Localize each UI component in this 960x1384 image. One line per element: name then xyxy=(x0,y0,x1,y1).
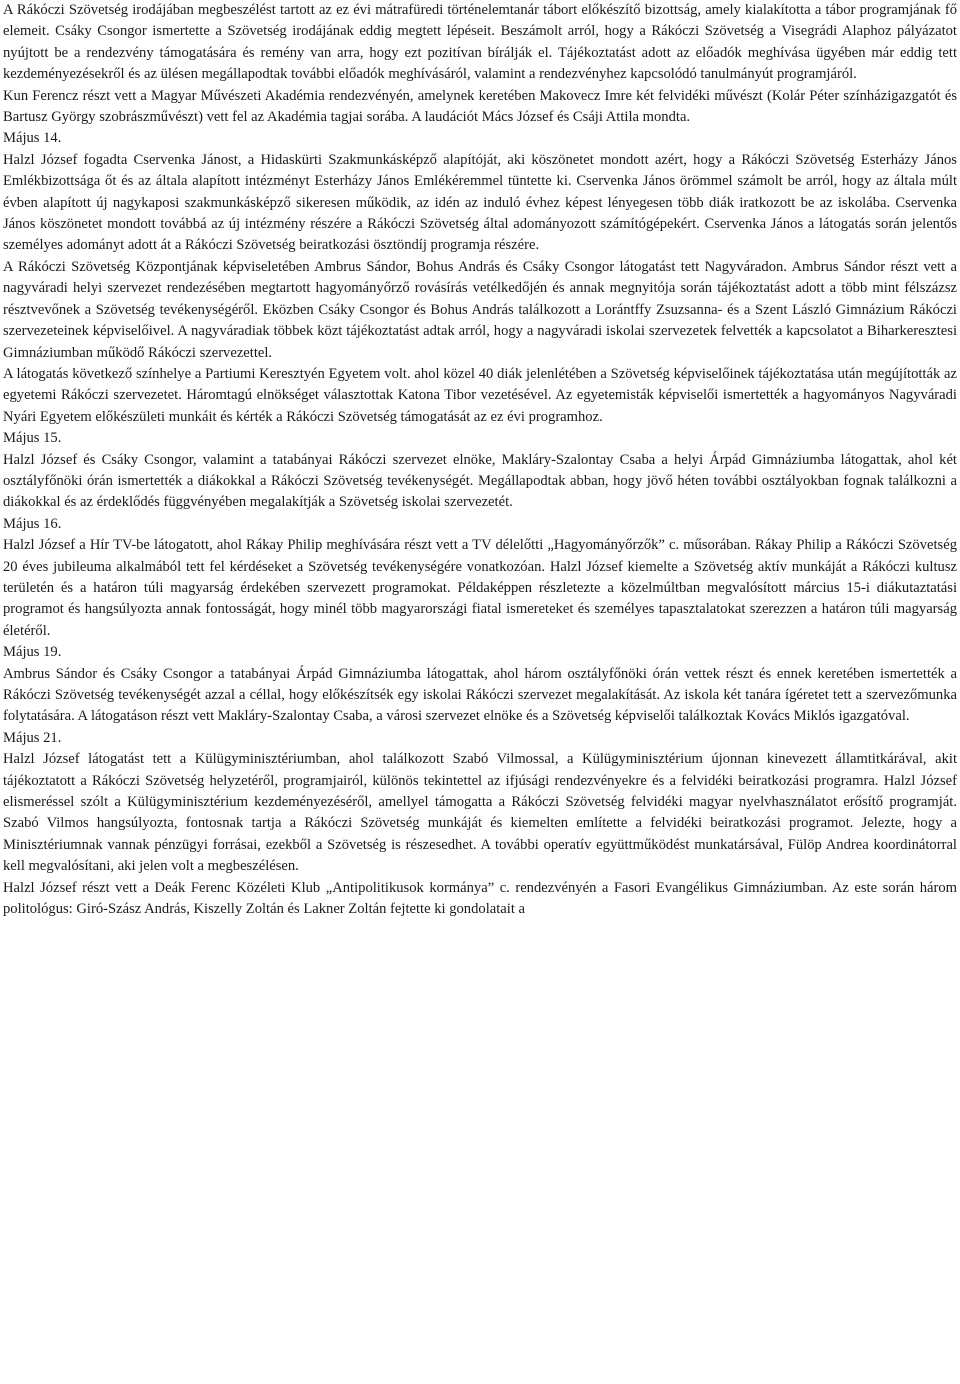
paragraph-tatabanya-gymnasium: Halzl József és Csáky Csongor, valamint a tatabányai Rákóczi szervezet elnöke, Makláry-Szalontay Csaba a helyi Árpád Gimnáziumba látogattak, ahol két osztályfőnöki órán ismertették a diákokkal a Rákóczi Szövetség tevékenységét. Megállapodtak abban, hogy jövő héten további osztályokban fognak találkozni a diákokkal és az érdeklődés függvényében megalakítják a Szövetség iskolai szervezetét. xyxy=(3,451,957,511)
paragraph-arpad-gymnasium: Ambrus Sándor és Csáky Csongor a tatabányai Árpád Gimnáziumba látogattak, ahol három osztályfőnöki órán vettek részt és ennek keretében ismertették a Rákóczi Szövetség tevékenységét azzal a céllal, hogy előkészítsék egy iskolai Rákóczi szervezet megalakítását. Az iskola két tanára ígéretet tett a szervezőmunka folytatására. A látogatáson részt vett Makláry-Szalontay Csaba, a városi szervezet elnöke és a Szövetség képviselői találkoztak Kovács Miklós igazgatóval. xyxy=(3,665,957,725)
date-heading-may-19: Május 19. xyxy=(3,644,62,661)
date-heading-may-15: Május 15. xyxy=(3,430,62,447)
date-heading-may-16: Május 16. xyxy=(3,515,62,532)
date-heading-may-14: Május 14. xyxy=(3,130,62,147)
paragraph-rakoczi-office-meeting: A Rákóczi Szövetség irodájában megbeszélést tartott az ez évi mátrafüredi történelemtanár tábort előkészítő bizottság, amely kialakította a tábor programjának fő elemeit. Csáky Csongor ismertette a Szövetség irodájának eddig megtett lépéseit. Beszámolt arról, hogy a Rákóczi Szövetség a Visegrádi Alaphoz pályázatot nyújtott be a rendezvény támogatására és remény van arra, hogy ezt pozitívan bírálják el. Tájékoztatást adott az előadók meghívása ügyében már eddig tett kezdeményezésekről és az ülésen megállapodtak további előadók meghívásáról, valamint a rendezvényhez kapcsolódó tanulmányút programjáról. xyxy=(3,2,957,83)
date-heading-may-21: Május 21. xyxy=(3,729,62,746)
paragraph-cservenka-visit: Halzl József fogadta Cservenka Jánost, a Hidaskürti Szakmunkásképző alapítóját, aki köszönetet mondott azért, hogy a Rákóczi Szövetség Esterházy János Emlékbizottsága őt és az általa alapított intézményt Esterházy János Emlékéremmel tüntette ki. Cservenka János örömmel számolt be arról, hogy az általa múlt évben alapított új nagykaposi szakmunkásképző sikeresen működik, az idén az induló évhez képest lényegesen több diák iratkozott be az iskolába. Cservenka János köszönetet mondott továbbá az új intézmény részére a Rákóczi Szövetség által adományozott számítógépekért. Cservenka János a látogatás során jelentős személyes adományt adott át a Rákóczi Szövetség beiratkozási ösztöndíj programja részére. xyxy=(3,151,957,254)
paragraph-hir-tv: Halzl József a Hír TV-be látogatott, ahol Rákay Philip meghívására részt vett a TV délelőtti „Hagyományőrzők” c. műsorában. Rákay Philip a Rákóczi Szövetség 20 éves jubileuma alkalmából tett fel kérdéseket a Szövetség tevékenységére vonatkozóan. Halzl József kiemelte a Szövetség aktív munkáját a Rákóczi kultusz területén és a határon túli magyarság érdekében szervezett programokat. Példaképpen részletezte a közelmúltban megvalósított március 15-i diákutaztatási programot és hangsúlyozta annak fontosságát, hogy minél több magyarországi fiatal ismereteket és személyes tapasztalatokat szerezzen a határon túli magyarság életéről. xyxy=(3,537,957,639)
paragraph-foreign-ministry: Halzl József látogatást tett a Külügyminisztériumban, ahol találkozott Szabó Vilmossal, a Külügyminisztérium újonnan kinevezett államtitkárával, akit tájékoztatott a Rákóczi Szövetség helyzetéről, programjairól, különös tekintettel az ifjúsági rendezvényekre és a felvidéki beiratkozási programra. Halzl József elismeréssel szólt a Külügyminisztérium kezdeményezéséről, amellyel támogatta a Rákóczi Szövetség felvidéki magyar nyelvhasználatot erősítő programját. Szabó Vilmos hangsúlyozta, fontosnak tartja a Rákóczi Szövetség munkáját és kiemelten említette a felvidéki beiratkozási programot. Jelezte, hogy a Minisztériumnak vannak pénzügyi forrásai, ezekből a Szövetség is részesedhet. A további operatív együttműködést munkatársával, Fülöp Andrea koordinátorral kell megvalósítani, aki jelen volt a megbeszélésen. xyxy=(3,751,957,875)
paragraph-kun-ferencz: Kun Ferencz részt vett a Magyar Művészeti Akadémia rendezvényén, amelynek keretében Makovecz Imre két felvidéki művészt (Kolár Péter színházigazgatót és Bartusz György szobrászművészt) vett fel az Akadémia tagjai sorába. A laudációt Mács József és Csáji Attila mondta. xyxy=(3,87,957,126)
paragraph-deak-ferenc-club: Halzl József részt vett a Deák Ferenc Közéleti Klub „Antipolitikusok kormánya” c. rendezvényén a Fasori Evangélikus Gimnáziumban. Az este során három politológus: Giró-Szász András, Kiszelly Zoltán és Lakner Zoltán fejtette ki gondolatait a xyxy=(3,879,957,918)
paragraph-partium-university: A látogatás következő színhelye a Partiumi Keresztyén Egyetem volt. ahol közel 40 diák jelenlétében a Szövetség képviselőinek tájékoztatása után megújították az egyetemi Rákóczi szervezetet. Háromtagú elnökséget választottak Katona Tibor vezetésével. Az egyetemisták képviselői ismertették a hagyományos Nagyváradi Nyári Egyetem előkészületi munkáit és kérték a Rákóczi Szövetség támogatását az ez évi programhoz. xyxy=(3,365,957,425)
paragraph-nagyvarad-visit: A Rákóczi Szövetség Központjának képviseletében Ambrus Sándor, Bohus András és Csáky Csongor látogatást tett Nagyváradon. Ambrus Sándor részt vett a nagyváradi helyi szervezet rendezésében megtartott hagyományőrző rovásírás vetélkedőjén és annak megnyitója során tájékoztatást adott a több mint félszázsz résztvevőnek a Szövetség tevékenységéről. Eközben Csáky Csongor és Bohus András találkozott a Lorántffy Zsuzsanna- és a Szent László Gimnázium Rákóczi szervezeteinek képviselőivel. A nagyváradiak többek közt tájékoztatást adtak arról, hogy a nagyváradi iskolai szervezetek felvették a kapcsolatot a Biharkeresztesi Gimnáziumban működő Rákóczi szervezettel. xyxy=(3,258,957,361)
